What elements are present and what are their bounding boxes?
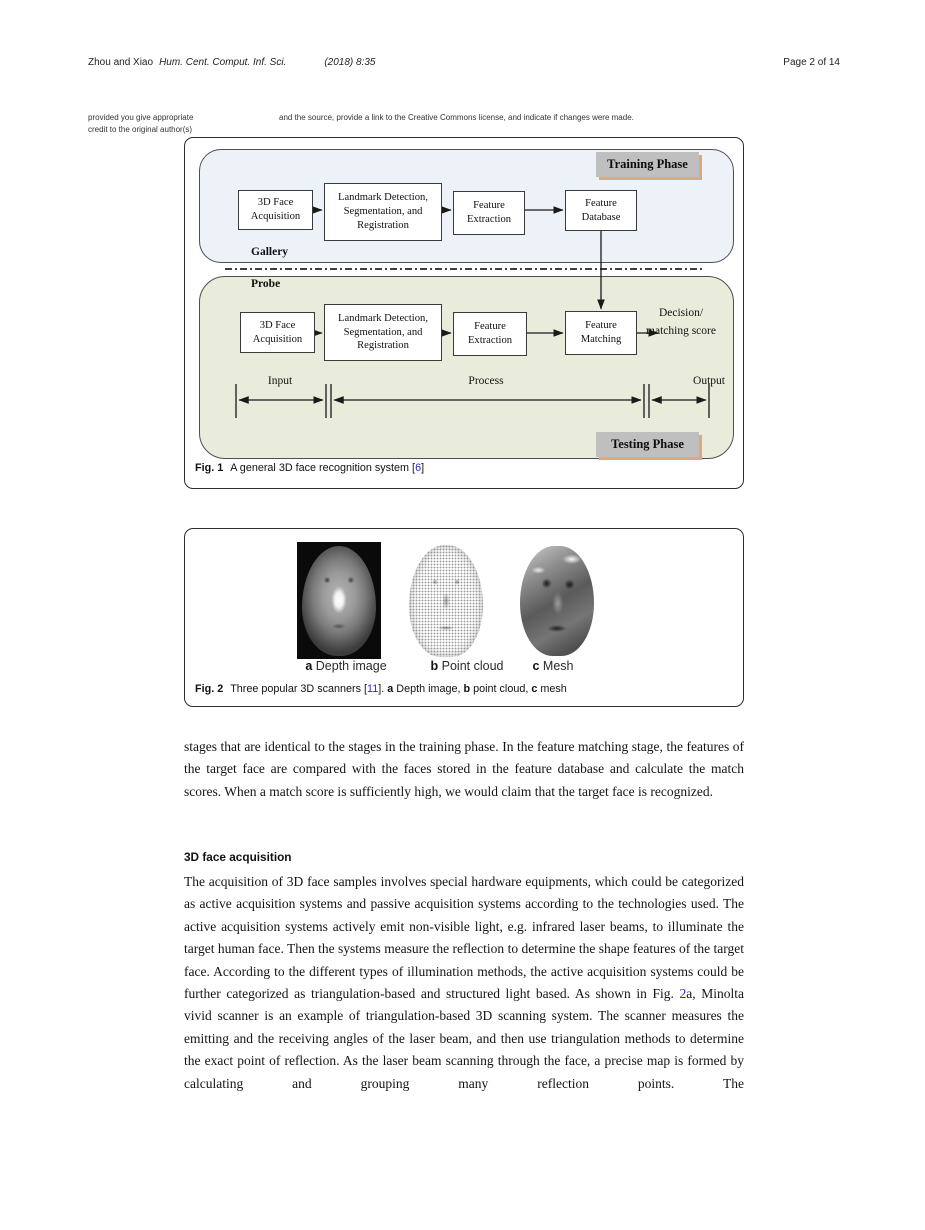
axis-label-input: Input [267,375,293,387]
depth-image-letter: a [305,659,313,673]
body-paragraph-2-post: a, Minolta vivid scanner is an example of triangulation-based 3D scanning system. The scanner measures the emitting and the receiving angles of the laser beam, and then use triangulation methods to determine the exact point of reflection. As the laser beam scanning through the face, a precise map is formed by calculating and grouping many reflection points. The [184,986,744,1091]
figure2-caption [195,683,567,695]
body-paragraph-2 [184,871,744,1095]
license-note-right: and the source, provide a link to the Creative Commons license, and indicate if changes were made. [279,113,634,122]
probe-box-extraction: Feature Extraction [453,312,527,356]
point-cloud-letter: b [430,659,439,673]
axis-label-process: Process [468,375,504,387]
license-note-line1: provided you give appropriate [88,113,194,122]
figure2-panel [184,528,744,707]
testing-phase-badge: Testing Phase [596,432,699,457]
header-journal: Hum. Cent. Comput. Inf. Sci. [159,57,287,68]
license-note-line2: credit to the original author(s) [88,125,193,134]
probe-box-landmark: Landmark Detection, Segmentation, and Registration [324,304,442,361]
header-page-number: Page 2 of 14 [783,57,840,68]
body-paragraph-1: stages that are identical to the stages in the training phase. In the feature matching stage, the features of the target face are compared with the faces stored in the feature database and calculate the match scores. When a match score is sufficiently high, we would claim that the target face is recognized. [184,739,744,799]
train-box-acquisition: 3D Face Acquisition [238,190,313,230]
figure2-caption-c: c [531,683,538,695]
figure2-caption-s4: point cloud, [470,683,532,695]
axis-label-output: Output [693,375,725,387]
train-box-database: Feature Database [565,190,637,231]
depth-face-render [302,546,376,656]
figure2-caption-s1: Three popular 3D scanners [ [230,683,368,695]
depth-image [297,542,381,659]
mesh-image [517,544,596,657]
point-cloud-image [406,542,486,659]
figure1-panel [184,137,744,489]
mesh-face-render [520,546,594,656]
license-note-left [88,112,258,136]
training-phase-badge: Training Phase [596,152,699,177]
header-authors: Zhou and Xiao [88,57,154,68]
mesh-letter: c [532,659,540,673]
figure1-caption-text: A general 3D face recognition system [ [230,462,416,474]
point-cloud-face-render [409,545,483,657]
depth-image-text: Depth image [312,659,387,673]
figure2-caption-b: b [463,683,471,695]
probe-label: Probe [251,278,281,290]
figure1-caption-label: Fig. 1 [195,462,224,474]
citation-ref-11[interactable]: 11 [367,683,379,695]
figure2-caption-s5: mesh [537,683,567,695]
figure1-caption [195,462,424,474]
figure2-caption-a: a [387,683,394,695]
probe-box-acquisition: 3D Face Acquisition [240,312,315,353]
figure2-caption-s3: Depth image, [393,683,464,695]
depth-image-label [281,659,411,673]
train-box-extraction: Feature Extraction [453,191,525,235]
figure2-caption-label: Fig. 2 [195,683,224,695]
citation-ref-6[interactable]: 6 [415,462,422,474]
header-left [88,57,375,68]
train-box-landmark: Landmark Detection, Segmentation, and Registration [324,183,442,241]
header-issue: (2018) 8:35 [324,57,376,68]
mesh-text: Mesh [539,659,574,673]
mesh-label [503,659,603,673]
point-cloud-text: Point cloud [438,659,504,673]
probe-box-matching: Feature Matching [565,311,637,355]
section-heading-3d-face-acquisition: 3D face acquisition [184,850,292,864]
figure-ref-2[interactable]: 2 [679,986,687,1002]
figure1-caption-close: ] [421,462,425,474]
body-paragraph-2-pre: The acquisition of 3D face samples involves special hardware equipments, which could be categorized as active acquisition systems and passive acquisition systems according to the technologies used. The active acquisition systems actively emit non-visible light, e.g. infrared laser beams, to illuminate the target human face. Then the systems measure the reflection to determine the shape features of the target face. According to the different types of illumination methods, the active acquisition systems could be further categorized as triangulation-based and structured light based. As shown in Fig. [184,874,744,1002]
gallery-label: Gallery [251,246,289,258]
figure2-caption-s2: ]. [378,683,388,695]
decision-score-text: Decision/ matching score [646,307,716,337]
